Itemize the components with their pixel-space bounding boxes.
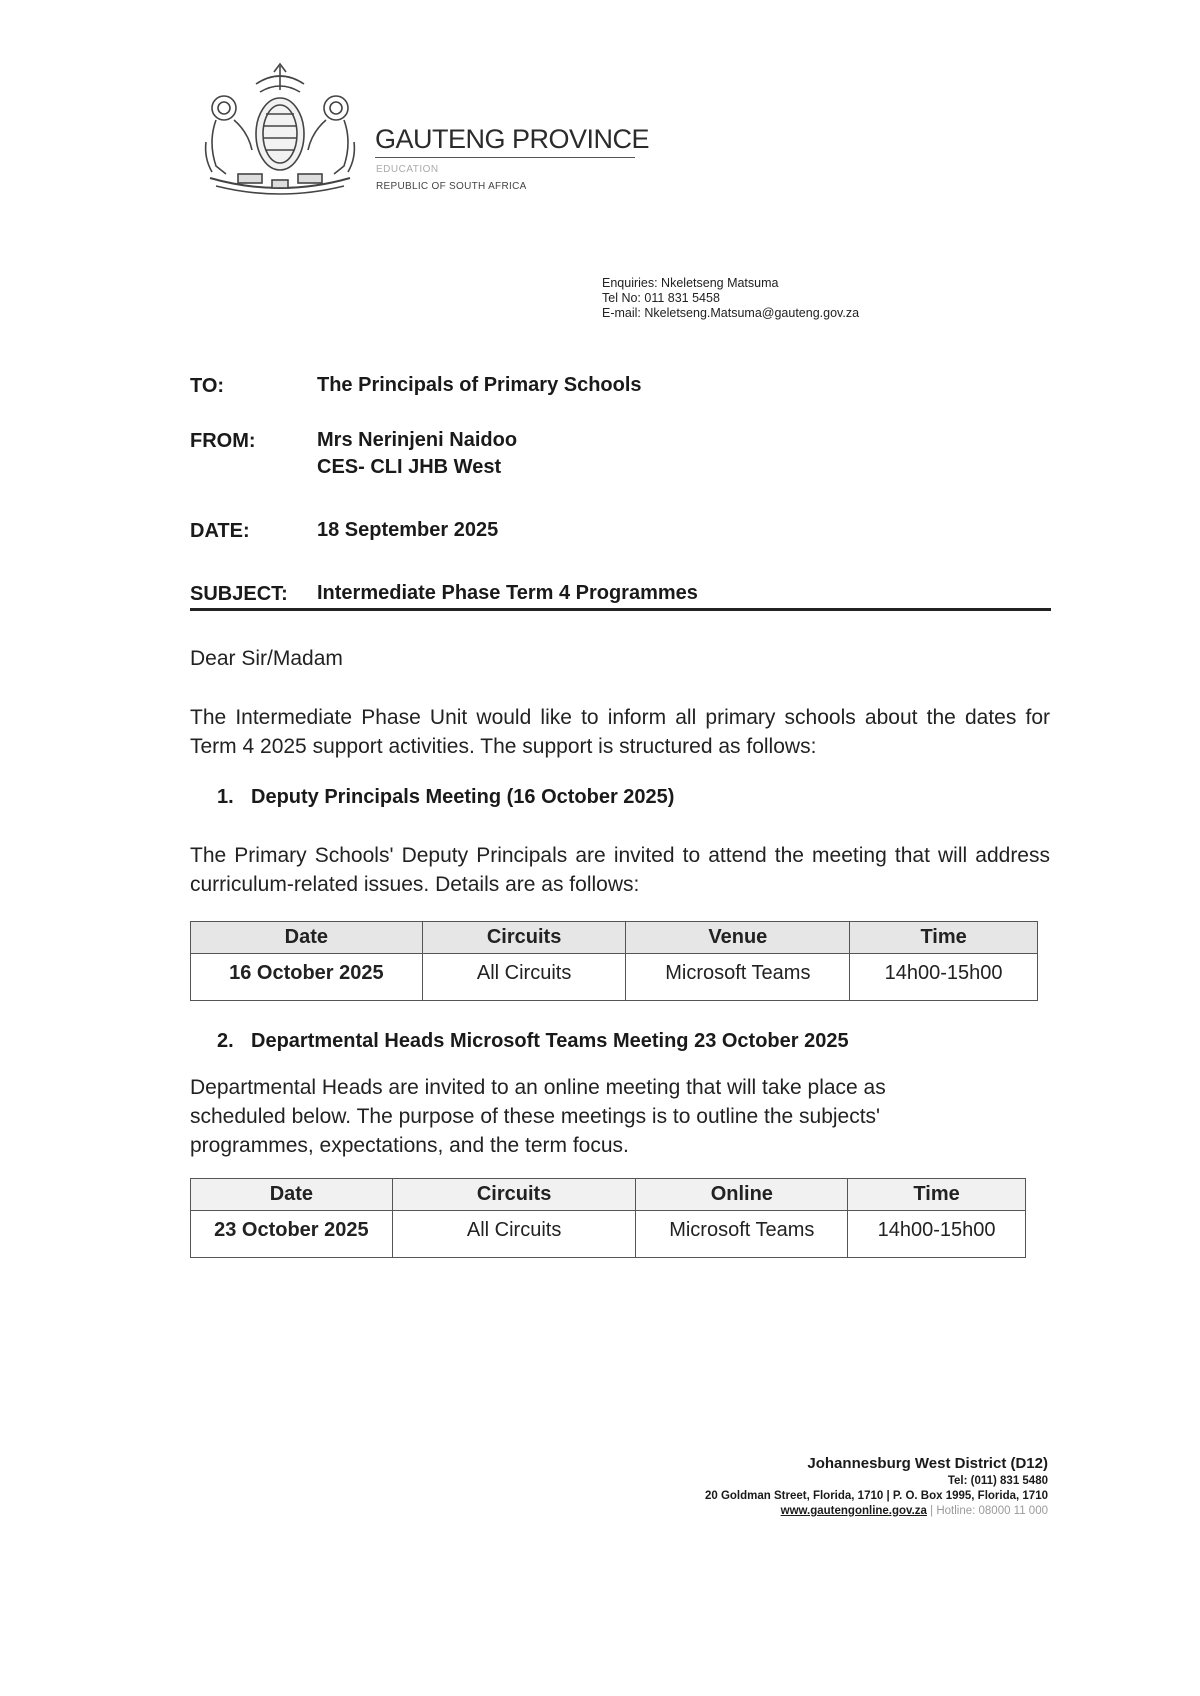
footer-hotline: | Hotline: 08000 11 000 [926,1505,1048,1517]
table-row [191,954,1038,1001]
table-header-cell: Venue [626,922,850,954]
org-name: GAUTENG PROVINCE [375,124,650,154]
table-cell-venue: Microsoft Teams [626,954,850,1001]
table-header-cell: Online [636,1179,848,1211]
table-header-cell: Date [191,1179,393,1211]
section-2-paragraph: Departmental Heads are invited to an online meeting that will take place as scheduled below. The purpose of these meetings is to outline the subjects' programmes, expectations, and the term focus. [190,1076,886,1157]
from-label: FROM: [190,430,256,452]
table-header-cell: Time [848,1179,1026,1211]
date-label: DATE: [190,520,250,542]
country-name: REPUBLIC OF SOUTH AFRICA [376,181,527,192]
table-header-cell: Date [191,922,423,954]
section-2-title: Departmental Heads Microsoft Teams Meeting 23 October 2025 [251,1030,849,1052]
table-cell-online: Microsoft Teams [636,1211,848,1258]
section-2-heading [217,1030,849,1053]
footer-district: Johannesburg West District (D12) [807,1455,1048,1472]
deputy-principals-table [190,921,1038,1001]
footer-website-link[interactable]: www.gautengonline.gov.za [780,1505,927,1517]
salutation: Dear Sir/Madam [190,647,343,670]
to-label: TO: [190,375,225,397]
table-header-cell: Time [850,922,1038,954]
section-2-number: 2. [217,1030,234,1052]
section-1-paragraph: The Primary Schools' Deputy Principals are invited to attend the meeting that will address curriculum-related issues. Details are as follows: [190,844,1050,896]
footer-web-line [705,1504,1048,1519]
table-header-cell: Circuits [422,922,626,954]
subject-divider [190,608,1051,611]
footer-tel: Tel: (011) 831 5480 [947,1475,1048,1487]
department-name: EDUCATION [376,164,439,175]
table-cell-circuits: All Circuits [392,1211,636,1258]
table-cell-time: 14h00-15h00 [848,1211,1026,1258]
section-1-number: 1. [217,786,234,808]
table-cell-date: 16 October 2025 [191,954,423,1001]
date-value: 18 September 2025 [317,519,499,541]
to-value: The Principals of Primary Schools [317,374,642,396]
section-1-title: Deputy Principals Meeting (16 October 2025) [251,786,675,808]
intro-paragraph: The Intermediate Phase Unit would like to inform all primary schools about the dates for Term 4 2025 support activities. The support is structured as follows: [190,706,1050,758]
section-1-heading [217,786,674,809]
table-cell-circuits: All Circuits [422,954,626,1001]
enquiries-tel: Tel No: 011 831 5458 [602,291,720,305]
table-cell-time: 14h00-15h00 [850,954,1038,1001]
subject-value: Intermediate Phase Term 4 Programmes [317,582,698,604]
departmental-heads-table [190,1178,1026,1258]
district-footer [705,1453,1048,1519]
table-row [191,1211,1026,1258]
from-title: CES- CLI JHB West [317,456,502,478]
table-cell-date: 23 October 2025 [191,1211,393,1258]
from-value [317,427,517,481]
from-name: Mrs Nerinjeni Naidoo [317,429,518,451]
org-divider [375,157,635,158]
enquiries-email: E-mail: Nkeletseng.Matsuma@gauteng.gov.za [602,306,860,320]
table-header-row [191,1179,1026,1211]
enquiries-contact: Enquiries: Nkeletseng Matsuma [602,276,779,290]
table-header-cell: Circuits [392,1179,636,1211]
footer-address: 20 Goldman Street, Florida, 1710 | P. O. Box 1995, Florida, 1710 [704,1490,1048,1502]
subject-label: SUBJECT: [190,583,288,605]
enquiries-block [602,276,859,321]
coat-of-arms-icon [190,62,370,200]
table-header-row [191,922,1038,954]
